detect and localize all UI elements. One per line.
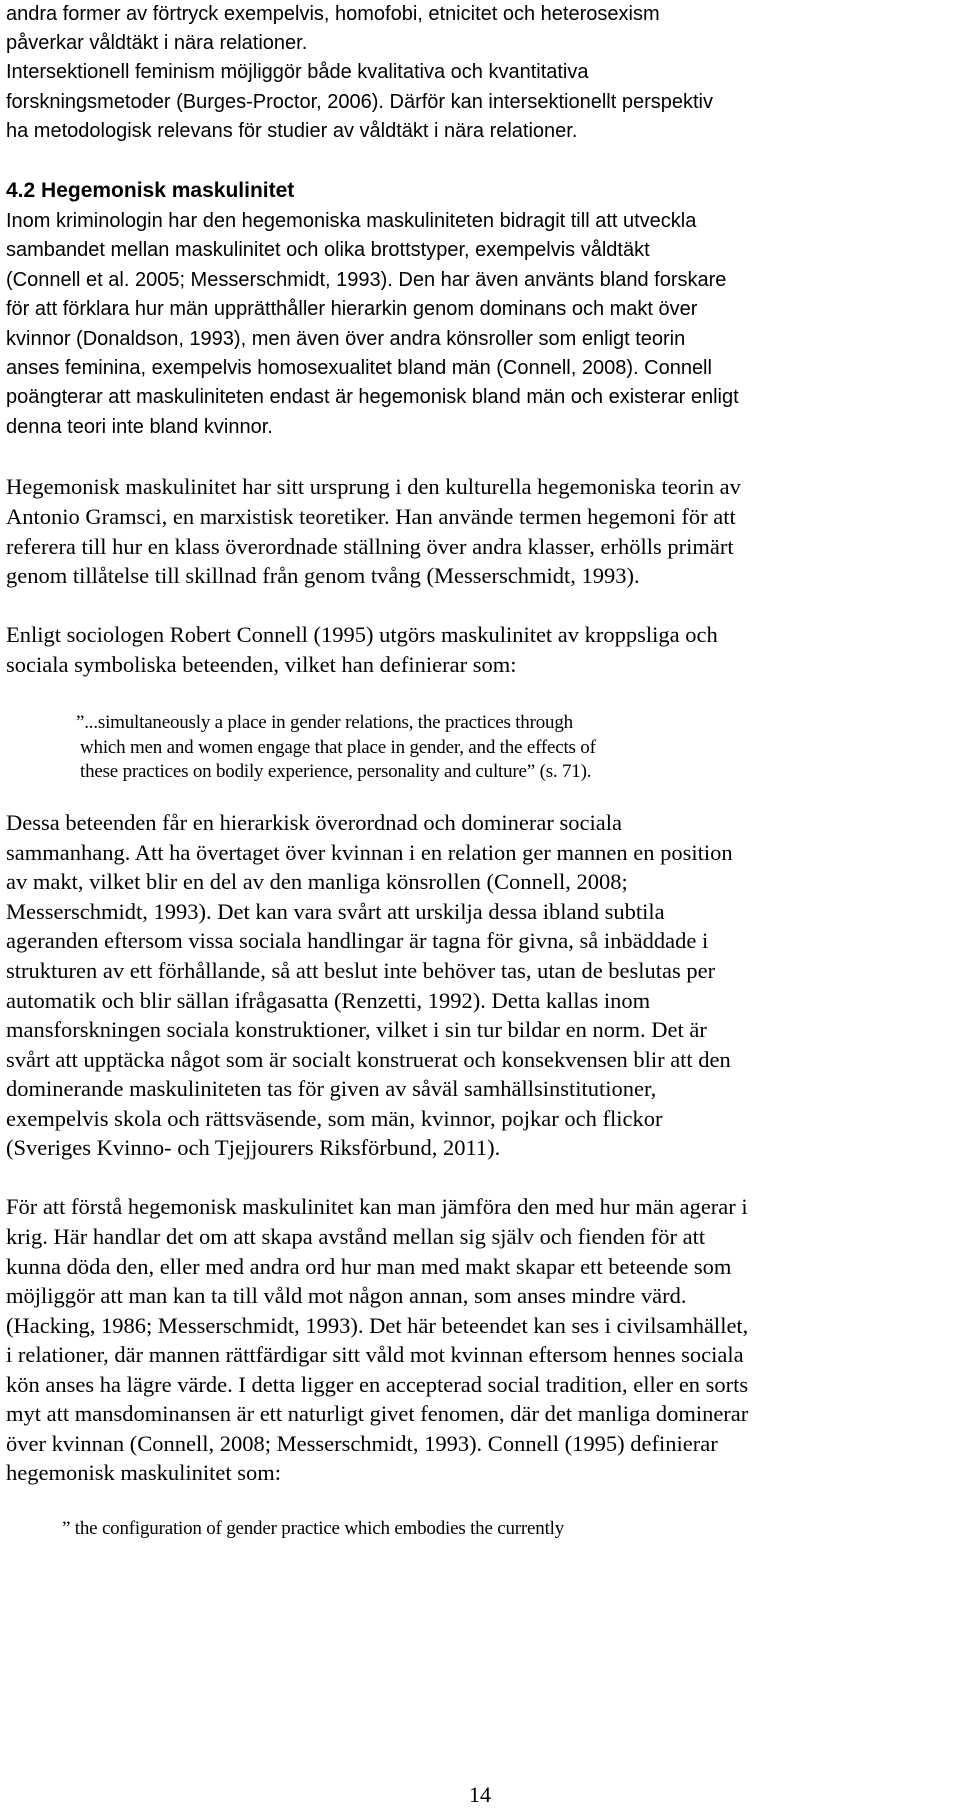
text-line: anses feminina, exempelvis homosexualitet bland män (Connell, 2008). Connell: [6, 357, 712, 379]
quote-line: ” the configuration of gender practice which embodies the currently: [62, 1518, 565, 1539]
text-line: i relationer, där mannen rättfärdigar sitt våld mot kvinnan eftersom hennes sociala: [6, 1342, 744, 1367]
text-line: Dessa beteenden får en hierarkisk överordnad och dominerar sociala: [6, 810, 622, 835]
text-line: Messerschmidt, 1993). Det kan vara svårt att urskilja dessa ibland subtila: [6, 899, 665, 924]
text-line: kunna döda den, eller med andra ord hur man med makt skapar ett beteende som: [6, 1254, 732, 1279]
text-line: krig. Här handlar det om att skapa avstånd mellan sig själv och fienden för att: [6, 1224, 706, 1249]
text-line: sambandet mellan maskulinitet och olika brottstyper, exempelvis våldtäkt: [6, 239, 650, 261]
text-line: Inom kriminologin har den hegemoniska maskuliniteten bidragit till att utveckla: [6, 210, 697, 232]
text-line: sociala symboliska beteenden, vilket han definierar som:: [6, 652, 517, 677]
text-line: kön anses ha lägre värde. I detta ligger en accepterad social tradition, eller en sorts: [6, 1372, 749, 1397]
section-heading: 4.2 Hegemonisk maskulinitet: [6, 179, 295, 202]
text-line: påverkar våldtäkt i nära relationer.: [6, 32, 308, 54]
text-line: ha metodologisk relevans för studier av våldtäkt i nära relationer.: [6, 120, 578, 142]
text-line: (Connell et al. 2005; Messerschmidt, 1993). Den har även använts bland forskare: [6, 269, 727, 291]
text-line: för att förklara hur män upprätthåller hierarkin genom dominans och makt över: [6, 298, 698, 320]
text-line: (Sveriges Kvinno- och Tjejjourers Riksförbund, 2011).: [6, 1135, 501, 1160]
text-line: av makt, vilket blir en del av den manliga könsrollen (Connell, 2008;: [6, 869, 628, 894]
text-line: exempelvis skola och rättsväsende, som män, kvinnor, pojkar och flickor: [6, 1106, 663, 1131]
text-line: För att förstå hegemonisk maskulinitet kan man jämföra den med hur män agerar i: [6, 1194, 748, 1219]
text-line: strukturen av ett förhållande, så att beslut inte behöver tas, utan de beslutas per: [6, 958, 716, 983]
quote-line: these practices on bodily experience, personality and culture” (s. 71).: [80, 761, 592, 782]
page-number: 14: [469, 1782, 491, 1807]
text-line: poängterar att maskuliniteten endast är hegemonisk bland män och existerar enligt: [6, 386, 739, 408]
text-line: Enligt sociologen Robert Connell (1995) utgörs maskulinitet av kroppsliga och: [6, 622, 718, 647]
text-line: referera till hur en klass överordnade ställning över andra klasser, erhölls primärt: [6, 534, 734, 559]
quote-line: ”...simultaneously a place in gender relations, the practices through: [76, 712, 573, 733]
text-line: sammanhang. Att ha övertaget över kvinnan i en relation ger mannen en position: [6, 840, 733, 865]
text-line: (Hacking, 1986; Messerschmidt, 1993). Det här beteendet kan ses i civilsamhället,: [6, 1313, 749, 1338]
text-line: möjliggör att man kan ta till våld mot någon annan, som anses mindre värd.: [6, 1283, 687, 1308]
text-line: Intersektionell feminism möjliggör både kvalitativa och kvantitativa: [6, 61, 589, 83]
text-line: forskningsmetoder (Burges-Proctor, 2006). Därför kan intersektionellt perspektiv: [6, 91, 713, 113]
text-line: genom tillåtelse till skillnad från genom tvång (Messerschmidt, 1993).: [6, 563, 640, 588]
text-line: hegemonisk maskulinitet som:: [6, 1460, 281, 1485]
text-line: myt att mansdominansen är ett naturligt givet fenomen, där det manliga dominerar: [6, 1401, 749, 1426]
text-line: över kvinnan (Connell, 2008; Messerschmidt, 1993). Connell (1995) definierar: [6, 1431, 718, 1456]
text-line: Antonio Gramsci, en marxistisk teoretiker. Han använde termen hegemoni för att: [6, 504, 736, 529]
text-line: denna teori inte bland kvinnor.: [6, 416, 273, 438]
text-line: andra former av förtryck exempelvis, homofobi, etnicitet och heterosexism: [6, 3, 660, 25]
text-line: Hegemonisk maskulinitet har sitt ursprung i den kulturella hegemoniska teorin av: [6, 474, 741, 499]
text-line: dominerande maskuliniteten tas för given av såväl samhällsinstitutioner,: [6, 1076, 657, 1101]
text-line: mansforskningen sociala konstruktioner, vilket i sin tur bildar en norm. Det är: [6, 1017, 707, 1042]
text-line: ageranden eftersom vissa sociala handlingar är tagna för givna, så inbäddade i: [6, 928, 709, 953]
text-line: kvinnor (Donaldson, 1993), men även över andra könsroller som enligt teorin: [6, 328, 686, 350]
text-line: svårt att upptäcka något som är socialt konstruerat och konsekvensen blir att den: [6, 1047, 731, 1072]
text-line: automatik och blir sällan ifrågasatta (Renzetti, 1992). Detta kallas inom: [6, 988, 651, 1013]
quote-line: which men and women engage that place in gender, and the effects of: [80, 737, 596, 758]
